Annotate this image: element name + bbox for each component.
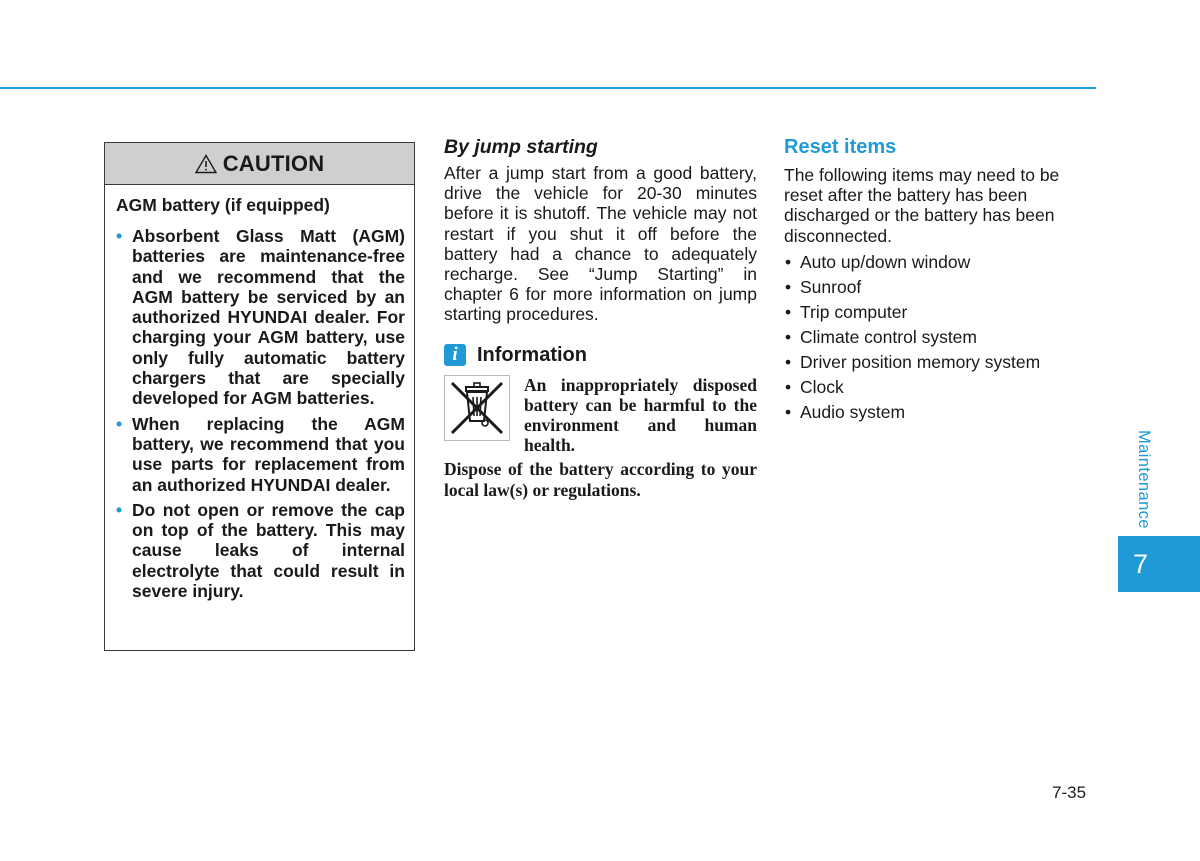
reset-item: • Climate control system	[784, 325, 1097, 350]
caution-body	[105, 185, 414, 601]
reset-item: • Driver position memory system	[784, 350, 1097, 375]
caution-subhead: AGM battery (if equipped)	[116, 195, 330, 215]
information-dispose: Dispose of the battery according to your local law(s) or regulations.	[444, 459, 757, 500]
reset-item: • Clock	[784, 375, 1097, 400]
caution-header	[105, 143, 414, 185]
reset-items-heading: Reset items	[784, 136, 897, 158]
caution-title: CAUTION	[222, 150, 325, 176]
information-title: Information	[477, 343, 587, 366]
caution-bullet: • When replacing the AGM battery, we recommend that you use parts for replacement from an authorized HYUNDAI dealer.	[116, 414, 405, 495]
jump-start-heading: By jump starting	[444, 136, 598, 158]
jump-start-column	[444, 136, 757, 500]
reset-item: • Sunroof	[784, 275, 1097, 300]
caution-bullet: • Do not open or remove the cap on top of the battery. This may cause leaks of internal electrolyte that could result in severe injury.	[116, 500, 405, 601]
reset-item: • Auto up/down window	[784, 250, 1097, 275]
page-number: 7-35	[1052, 783, 1087, 802]
chapter-tab: 7	[1118, 536, 1200, 592]
reset-item: • Audio system	[784, 400, 1097, 425]
information-warning: An inappropriately disposed battery can be harmful to the environment and human health.	[524, 374, 757, 456]
caution-list	[116, 226, 405, 601]
warning-triangle-icon	[195, 154, 217, 174]
top-rule	[0, 87, 1096, 89]
reset-items-list	[784, 250, 1097, 425]
caution-box	[104, 142, 415, 651]
information-header	[444, 344, 757, 367]
info-icon: i	[444, 344, 466, 366]
jump-start-text: After a jump start from a good battery, drive the vehicle for 20-30 minutes before it is shutoff. The vehicle may not restart if you shut it off before the battery had a chance to adequately recharge. See “Jump Starting” in chapter 6 for more information on jump starting procedures.	[444, 163, 757, 325]
section-side-label: Maintenance	[1135, 430, 1153, 529]
reset-item: • Trip computer	[784, 300, 1097, 325]
caution-bullet: • Absorbent Glass Matt (AGM) batteries are maintenance-free and we recommend that the AGM battery be serviced by an authorized HYUNDAI dealer. For charging your AGM battery, use only fully automatic battery chargers that are specially developed for AGM batteries.	[116, 226, 405, 409]
reset-items-column	[784, 136, 1097, 425]
information-row	[444, 375, 757, 456]
reset-items-intro: The following items may need to be reset after the battery has been discharged or the battery has been disconnected.	[784, 165, 1060, 246]
crossed-bin-icon	[444, 375, 510, 441]
